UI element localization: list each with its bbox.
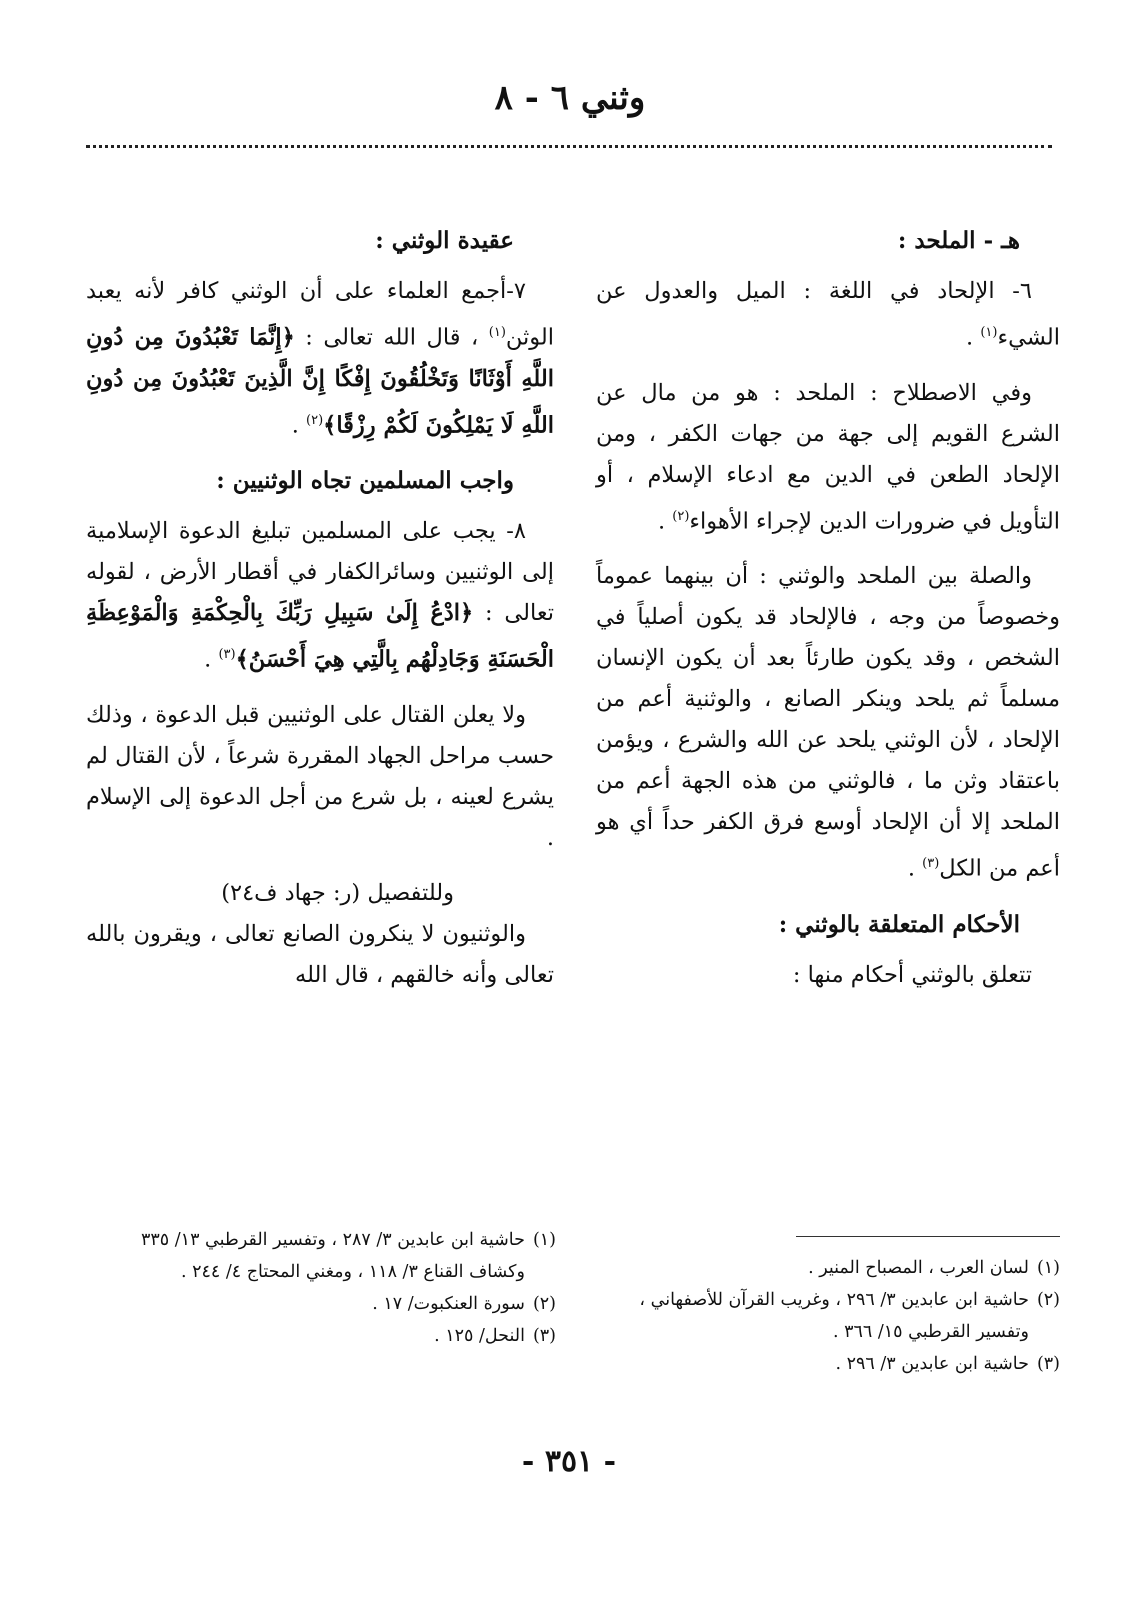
paragraph-definition-text: وفي الاصطلاح : الملحد : هو من مال عن الشرع القويم إلى جهة من جهات الكفر ، ومن الإلحاد الطعن في الدين مع ادعاء الإسلام ، أو التأويل في ضرورات الدين لإجراء الأهواء (596, 379, 1060, 534)
left-column (86, 220, 554, 1010)
paragraph-relation-text: والصلة بين الملحد والوثني : أن بينهما عموماً وخصوصاً من وجه ، فالإلحاد قد يكون أصلياً في الشخص ، وقد يكون طارئاً بعد أن يكون الإنسان مسلماً ثم يلحد وينكر الصانع ، والوثنية أعم من الإلحاد ، لأن الوثني يلحد عن الله والشرع ، ويؤمن باعتقاد وثن ما ، فالوثني من هذه الجهة أعم من الملحد إلا أن الإلحاد أوسع فرق الكفر حداً أي هو أعم من الكل (596, 563, 1060, 882)
section-heading-mulhid: هـ - الملحد : (897, 227, 1020, 254)
page-number: - ٣٥١ - (521, 1444, 617, 1479)
footnote-ref: (٢) (306, 412, 324, 428)
paragraph-7-text-b: ، قال الله تعالى : (305, 324, 479, 351)
footnote-ref: (٣) (922, 856, 940, 871)
paragraph-7-text-a: ٧-أجمع العلماء على أن الوثني كافر لأنه يعبد الوثن (86, 278, 555, 351)
paragraph-definition: وفي الاصطلاح : الملحد : هو من مال عن الشرع القويم إلى جهة من جهات الكفر ، ومن الإلحاد الطعن في الدين مع ادعاء الإسلام ، أو التأويل في ضرورات الدين لإجراء الأهواء$^{(٢)}$ . (596, 379, 1060, 534)
paragraph-wathaniyyun: والوثنيون لا ينكرون الصانع تعالى ، ويقرون بالله تعالى وأنه خالقهم ، قال الله (86, 920, 554, 988)
paragraph-ahkam-intro: تتعلق بالوثني أحكام منها : (792, 961, 1032, 988)
footnote-item: (٣) النحل/ ١٢٥ . (434, 1326, 556, 1346)
footnote-ref: (٢) (672, 508, 690, 524)
section-heading-wajib: واجب المسلمين تجاه الوثنيين : (216, 467, 514, 494)
quran-verse: ﴿إِنَّمَا تَعْبُدُونَ مِن دُونِ اللَّهِ أَوْثَانًا وَتَخْلُقُونَ إِفْكًا إِنَّ الَّذِينَ تَعْبُدُونَ مِن دُونِ اللَّهِ لَا يَمْلِكُونَ لَكُمْ رِزْقًا﴾ (86, 324, 554, 438)
paragraph-relation: والصلة بين الملحد والوثني : أن بينهما عموماً وخصوصاً من وجه ، فالإلحاد قد يكون أصلياً في الشخص ، وقد يكون طارئاً بعد أن يكون الإنسان مسلماً ثم يلحد وينكر الصانع ، والوثنية أعم من الإلحاد ، لأن الوثني يلحد عن الله والشرع ، ويؤمن باعتقاد وثن ما ، فالوثني من هذه الجهة أعم من الملحد إلا أن الإلحاد أوسع فرق الكفر حداً أي هو أعم من الكل$^{(٣)}$ . (596, 563, 1060, 882)
header-dotted-rule (86, 145, 1052, 148)
footnotes-left (86, 1224, 556, 1352)
footnote-ref: (١) (488, 325, 506, 340)
paragraph-qital: ولا يعلن القتال على الوثنيين قبل الدعوة ، وذلك حسب مراحل الجهاد المقررة شرعاً ، لأن القتال لم يشرع لعينه ، بل شرع من أجل الدعوة إلى الإسلام . (86, 701, 554, 851)
section-heading-aqeeda: عقيدة الوثني : (375, 227, 514, 254)
paragraph-7: ٧-أجمع العلماء على أن الوثني كافر لأنه يعبد الوثن$^{(١)}$ ، قال الله تعالى : ﴿إِنَّمَا تَعْبُدُونَ مِن دُونِ اللَّهِ أَوْثَانًا وَتَخْلُقُونَ إِفْكًا إِنَّ الَّذِينَ تَعْبُدُونَ مِن دُونِ اللَّهِ لَا يَمْلِكُونَ لَكُمْ رِزْقًا﴾$^{(٢)}$ . (86, 278, 555, 438)
footnote-ref: (٣) (218, 647, 236, 662)
paragraph-8-text: ٨- يجب على المسلمين تبليغ الدعوة الإسلامية إلى الوثنيين وسائرالكفار في أقطار الأرض ، لقوله تعالى : (86, 518, 554, 626)
paragraph-8: ٨- يجب على المسلمين تبليغ الدعوة الإسلامية إلى الوثنيين وسائرالكفار في أقطار الأرض ، لقوله تعالى : ﴿ادْعُ إِلَىٰ سَبِيلِ رَبِّكَ بِالْحِكْمَةِ وَالْمَوْعِظَةِ الْحَسَنَةِ وَجَادِلْهُم بِالَّتِي هِيَ أَحْسَنُ﴾$^{(٣)}$ . (86, 518, 554, 673)
footnotes-right (592, 1252, 1060, 1380)
paragraph-cross-reference: وللتفصيل (ر: جهاد ف٢٤) (221, 879, 454, 906)
right-column (596, 220, 1060, 1010)
footnote-separator (796, 1236, 1060, 1237)
quran-verse: ﴿ادْعُ إِلَىٰ سَبِيلِ رَبِّكَ بِالْحِكْمَةِ وَالْمَوْعِظَةِ الْحَسَنَةِ وَجَادِلْهُم بِالَّتِي هِيَ أَحْسَنُ﴾ (86, 600, 554, 673)
page-header-title: وثني ٦ - ٨ (494, 78, 646, 118)
section-heading-ahkam: الأحكام المتعلقة بالوثني : (778, 910, 1020, 938)
footnote-item: (١) حاشية ابن عابدين ٣/ ٢٨٧ ، وتفسير القرطبي ١٣/ ٣٣٥ وكشاف القناع ٣/ ١١٨ ، ومغني المحتاج ٤/ ٢٤٤ . (141, 1230, 556, 1282)
footnote-item: (١) لسان العرب ، المصباح المنير . (808, 1258, 1060, 1278)
footnote-item: (٢) سورة العنكبوت/ ١٧ . (372, 1294, 556, 1314)
paragraph-6-text: ٦- الإلحاد في اللغة : الميل والعدول عن الشيء (596, 278, 1060, 351)
footnote-ref: (١) (980, 325, 998, 340)
footnote-item: (٣) حاشية ابن عابدين ٣/ ٢٩٦ . (835, 1354, 1060, 1374)
footnote-item: (٢) حاشية ابن عابدين ٣/ ٢٩٦ ، وغريب القرآن للأصفهاني ، وتفسير القرطبي ١٥/ ٣٦٦ . (639, 1290, 1060, 1342)
paragraph-6: ٦- الإلحاد في اللغة : الميل والعدول عن الشيء$^{(١)}$ . (596, 278, 1060, 351)
